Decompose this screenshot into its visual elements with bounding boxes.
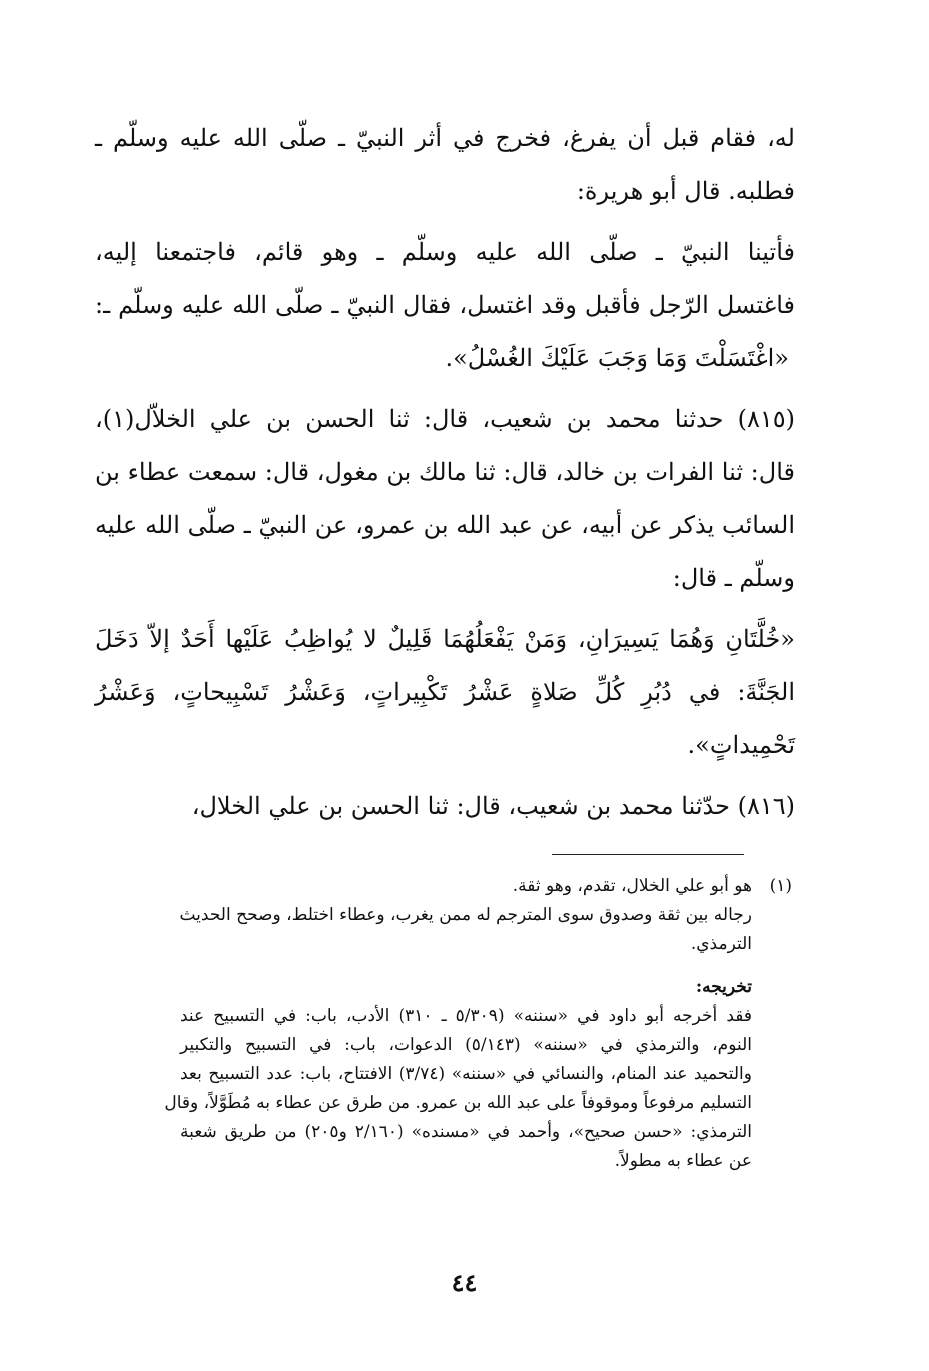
rijal-line: الترمذي. <box>690 934 752 954</box>
footnote-text: هو أبو علي الخلال، تقدم، وهو ثقة. <box>512 876 752 896</box>
main-text <box>95 112 795 833</box>
takhrij-line: والتحميد عند المنام، والنسائي في «سننه» (٣/٧٤) الافتتاح، باب: عدد التسبيح بعد <box>180 1064 752 1084</box>
rijal-line: رجاله بين ثقة وصدوق سوى المترجم له ممن يغرب، وعطاء اختلط، وصحح الحديث <box>179 905 752 925</box>
hadith-quote-line: الجَنَّةَ: في دُبُرِ كُلِّ صَلاةٍ عَشْرُ تَكْبِيراتٍ، وَعَشْرُ تَسْبِيحاتٍ، وَعَشْرُ <box>95 678 795 706</box>
takhrij-line: الترمذي: «حسن صحيح»، وأحمد في «مسنده» (٢/١٦٠ و٢٠٥) من طريق شعبة <box>180 1122 752 1142</box>
text-line: فأتينا النبيّ ـ صلّى الله عليه وسلّم ـ وهو قائم، فاجتمعنا إليه، <box>95 238 796 266</box>
takhrij-heading: تخريجه: <box>695 977 752 997</box>
takhrij-line: النوم، والترمذي في «سننه» (٥/١٤٣) الدعوات، باب: في التسبيح والتكبير <box>180 1035 753 1055</box>
page-number: ٤٤ <box>451 1268 478 1297</box>
text-line: قال: ثنا الفرات بن خالد، قال: ثنا مالك بن مغول، قال: سمعت عطاء بن <box>95 458 795 486</box>
footnotes <box>164 872 792 1176</box>
footnote-number: (١) <box>769 876 792 896</box>
text-line: السائب يذكر عن أبيه، عن عبد الله بن عمرو، عن النبيّ ـ صلّى الله عليه <box>95 511 795 539</box>
hadith-quote-line: «خُلَّتَانِ وَهُمَا يَسِيرَانِ، وَمَنْ يَفْعَلُهُمَا قَلِيلٌ لا يُواظِبُ عَلَيْها أَحَدٌ إلاّ دَخَلَ <box>95 625 795 653</box>
hadith-816-line: (٨١٦) حدّثنا محمد بن شعيب، قال: ثنا الحسن بن علي الخلال، <box>191 792 795 820</box>
takhrij-line: التسليم مرفوعاً وموقوفاً على عبد الله بن عمرو. من طرق عن عطاء به مُطَوَّلاً، وقال <box>164 1093 752 1113</box>
text-line: له، فقام قبل أن يفرغ، فخرج في أثر النبيّ ـ صلّى الله عليه وسلّم ـ <box>95 124 795 152</box>
text-line: فطلبه. قال أبو هريرة: <box>576 177 795 205</box>
text-line: وسلّم ـ قال: <box>672 564 795 592</box>
text-line: فاغتسل الرّجل فأقبل وقد اغتسل، فقال النبيّ ـ صلّى الله عليه وسلّم ـ: <box>95 291 795 319</box>
footnote-1 <box>180 872 792 901</box>
footnote-separator <box>552 854 744 855</box>
hadith-quote-line: تَحْمِيداتٍ». <box>687 731 795 759</box>
takhrij-line: عن عطاء به مطولاً. <box>614 1151 752 1171</box>
hadith-815-line: (٨١٥) حدثنا محمد بن شعيب، قال: ثنا الحسن بن علي الخلاّل(١)، <box>95 405 795 433</box>
takhrij-line: فقد أخرجه أبو داود في «سننه» (٥/٣٠٩ ـ ٣١٠) الأدب، باب: في التسبيح عند <box>180 1006 752 1026</box>
hadith-quote-line: «اغْتَسَلْتَ وَمَا وَجَبَ عَلَيْكَ الغُسْلُ». <box>445 344 789 372</box>
